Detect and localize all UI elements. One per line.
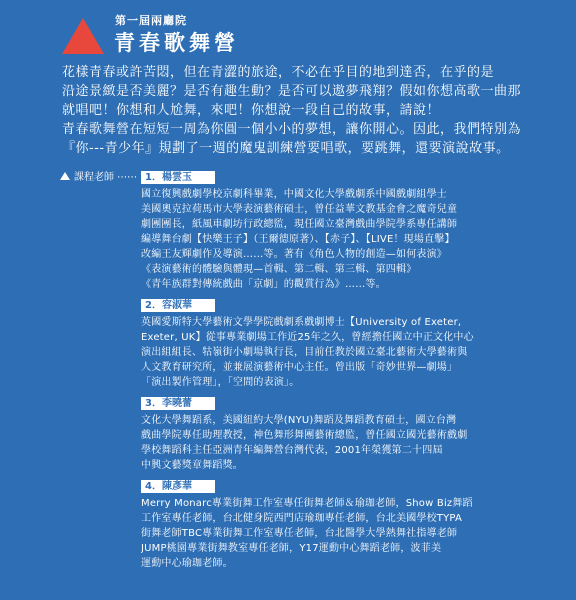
page-subtitle: 第一屆兩廳院 (115, 14, 187, 27)
teacher-entry (141, 391, 561, 473)
teacher-entry (141, 165, 561, 292)
teacher-bio-line: 英國愛斯特大學藝術文學學院戲劇系戲劇博士【University of Exeter, (141, 317, 462, 328)
teacher-bio-line: 街舞老師TBC專業街舞工作室專任老師，台北醫學大學熱舞社指導老師 (141, 528, 458, 539)
intro-line: 青春歌舞營在短短一周為你圓一個小小的夢想，讓你開心。因此，我們特別為 (62, 122, 522, 137)
teacher-bio-line: 美國奧克拉荷馬市大學表演藝術碩士，曾任益華文教基金會之魔奇兒童 (141, 204, 458, 215)
teacher-name-badge: 4．陳彥華 (141, 480, 215, 493)
teacher-bio-line: 文化大學舞蹈系，美國紐約大學(NYU)舞蹈及舞蹈教育碩士，國立台灣 (141, 415, 457, 426)
teacher-bio-line: 編導舞台劇【快樂王子】（王爾德原著）、【赤子】、【LIVE！現場直擊】 (141, 234, 455, 245)
teacher-bio-line: 工作室專任老師，台北健身院西門店瑜珈專任老師，台北美國學校TYPA (141, 513, 463, 524)
teacher-bio-line: 戲曲學院專任助理教授，神色舞形舞團藝術總監，曾任國立國光藝術戲劇 (141, 430, 468, 441)
section-label (60, 168, 137, 183)
teacher-bio-line: JUMP桃園專業街舞教室專任老師，Y17運動中心舞蹈老師，波菲美 (141, 543, 442, 554)
intro-line: 花樣青春或許苦悶，但在青澀的旅途，不必在乎目的地到達否，在乎的是 (62, 65, 495, 80)
teacher-name-badge: 1．楊雲玉 (141, 171, 215, 184)
teacher-name-badge: 2．容淑華 (141, 299, 215, 312)
page-title: 青春歌舞營 (114, 31, 239, 55)
teacher-bio-line: 運動中心瑜珈老師。 (141, 558, 233, 569)
header (62, 12, 462, 56)
intro-line: 『你---青少年』規劃了一週的魔鬼訓練營要唱歌，要跳舞，還要演說故事。 (62, 141, 510, 156)
teacher-bio-line: 「演出製作管理」，「空間的表演」。 (141, 377, 300, 388)
teacher-name-badge: 3．李曉蕾 (141, 397, 215, 410)
teacher-bio-line: 劇團團長，紙風車劇坊行政總監，現任國立臺灣戲曲學院學系專任講師 (141, 219, 458, 230)
intro-line: 沿途景緻是否美麗？是否有趣生動？是否可以遨夢飛翔？假如你想高歌一曲那 (62, 84, 522, 99)
teacher-bio-line: 改編王友輝劇作及導演……等。著有《角色人物的創造—如何表演》 (141, 249, 447, 260)
teacher-entry (141, 474, 561, 571)
teacher-list (141, 165, 561, 572)
logo-triangle-icon (62, 18, 104, 54)
teacher-bio-line: 人文教育研究所，並兼展演藝術中心主任。曾出版「奇妙世界—劇場」 (141, 362, 458, 373)
teacher-bio-line: Exeter, UK】從事專業劇場工作近25年之久，曾經擔任國立中正文化中心 (141, 332, 474, 343)
teacher-bio-line: 演出組組長、牯嶺街小劇場執行長，目前任教於國立臺北藝術大學藝術與 (141, 347, 468, 358)
section-label-text: 課程老師 ⋯⋯ (74, 172, 138, 183)
triangle-bullet-icon (60, 172, 70, 180)
teacher-bio-line: 學校舞蹈科主任亞洲青年編舞營台灣代表，2001年榮獲第二十四屆 (141, 445, 443, 456)
teacher-bio-line: 國立復興戲劇學校京劇科畢業，中國文化大學戲劇系中國戲劇組學士 (141, 189, 447, 200)
teacher-bio-line: 《表演藝術的體驗與體現—首輯、第二輯、第三輯、第四輯》 (141, 264, 417, 275)
teacher-entry (141, 293, 561, 390)
intro-line: 就唱吧！你想和人尬舞，來吧！你想說一段自己的故事，請說！ (62, 103, 441, 118)
teacher-bio-line: 《青年族群對傳統戲曲「京劇」的觀賞行為》……等。 (141, 279, 386, 290)
intro-paragraph (62, 63, 522, 158)
teacher-bio-line: 中興文藝獎章舞蹈獎。 (141, 460, 243, 471)
teacher-bio-line: Merry Monarc專業街舞工作室專任街舞老師＆瑜珈老師，Show Biz舞蹈 (141, 498, 473, 509)
